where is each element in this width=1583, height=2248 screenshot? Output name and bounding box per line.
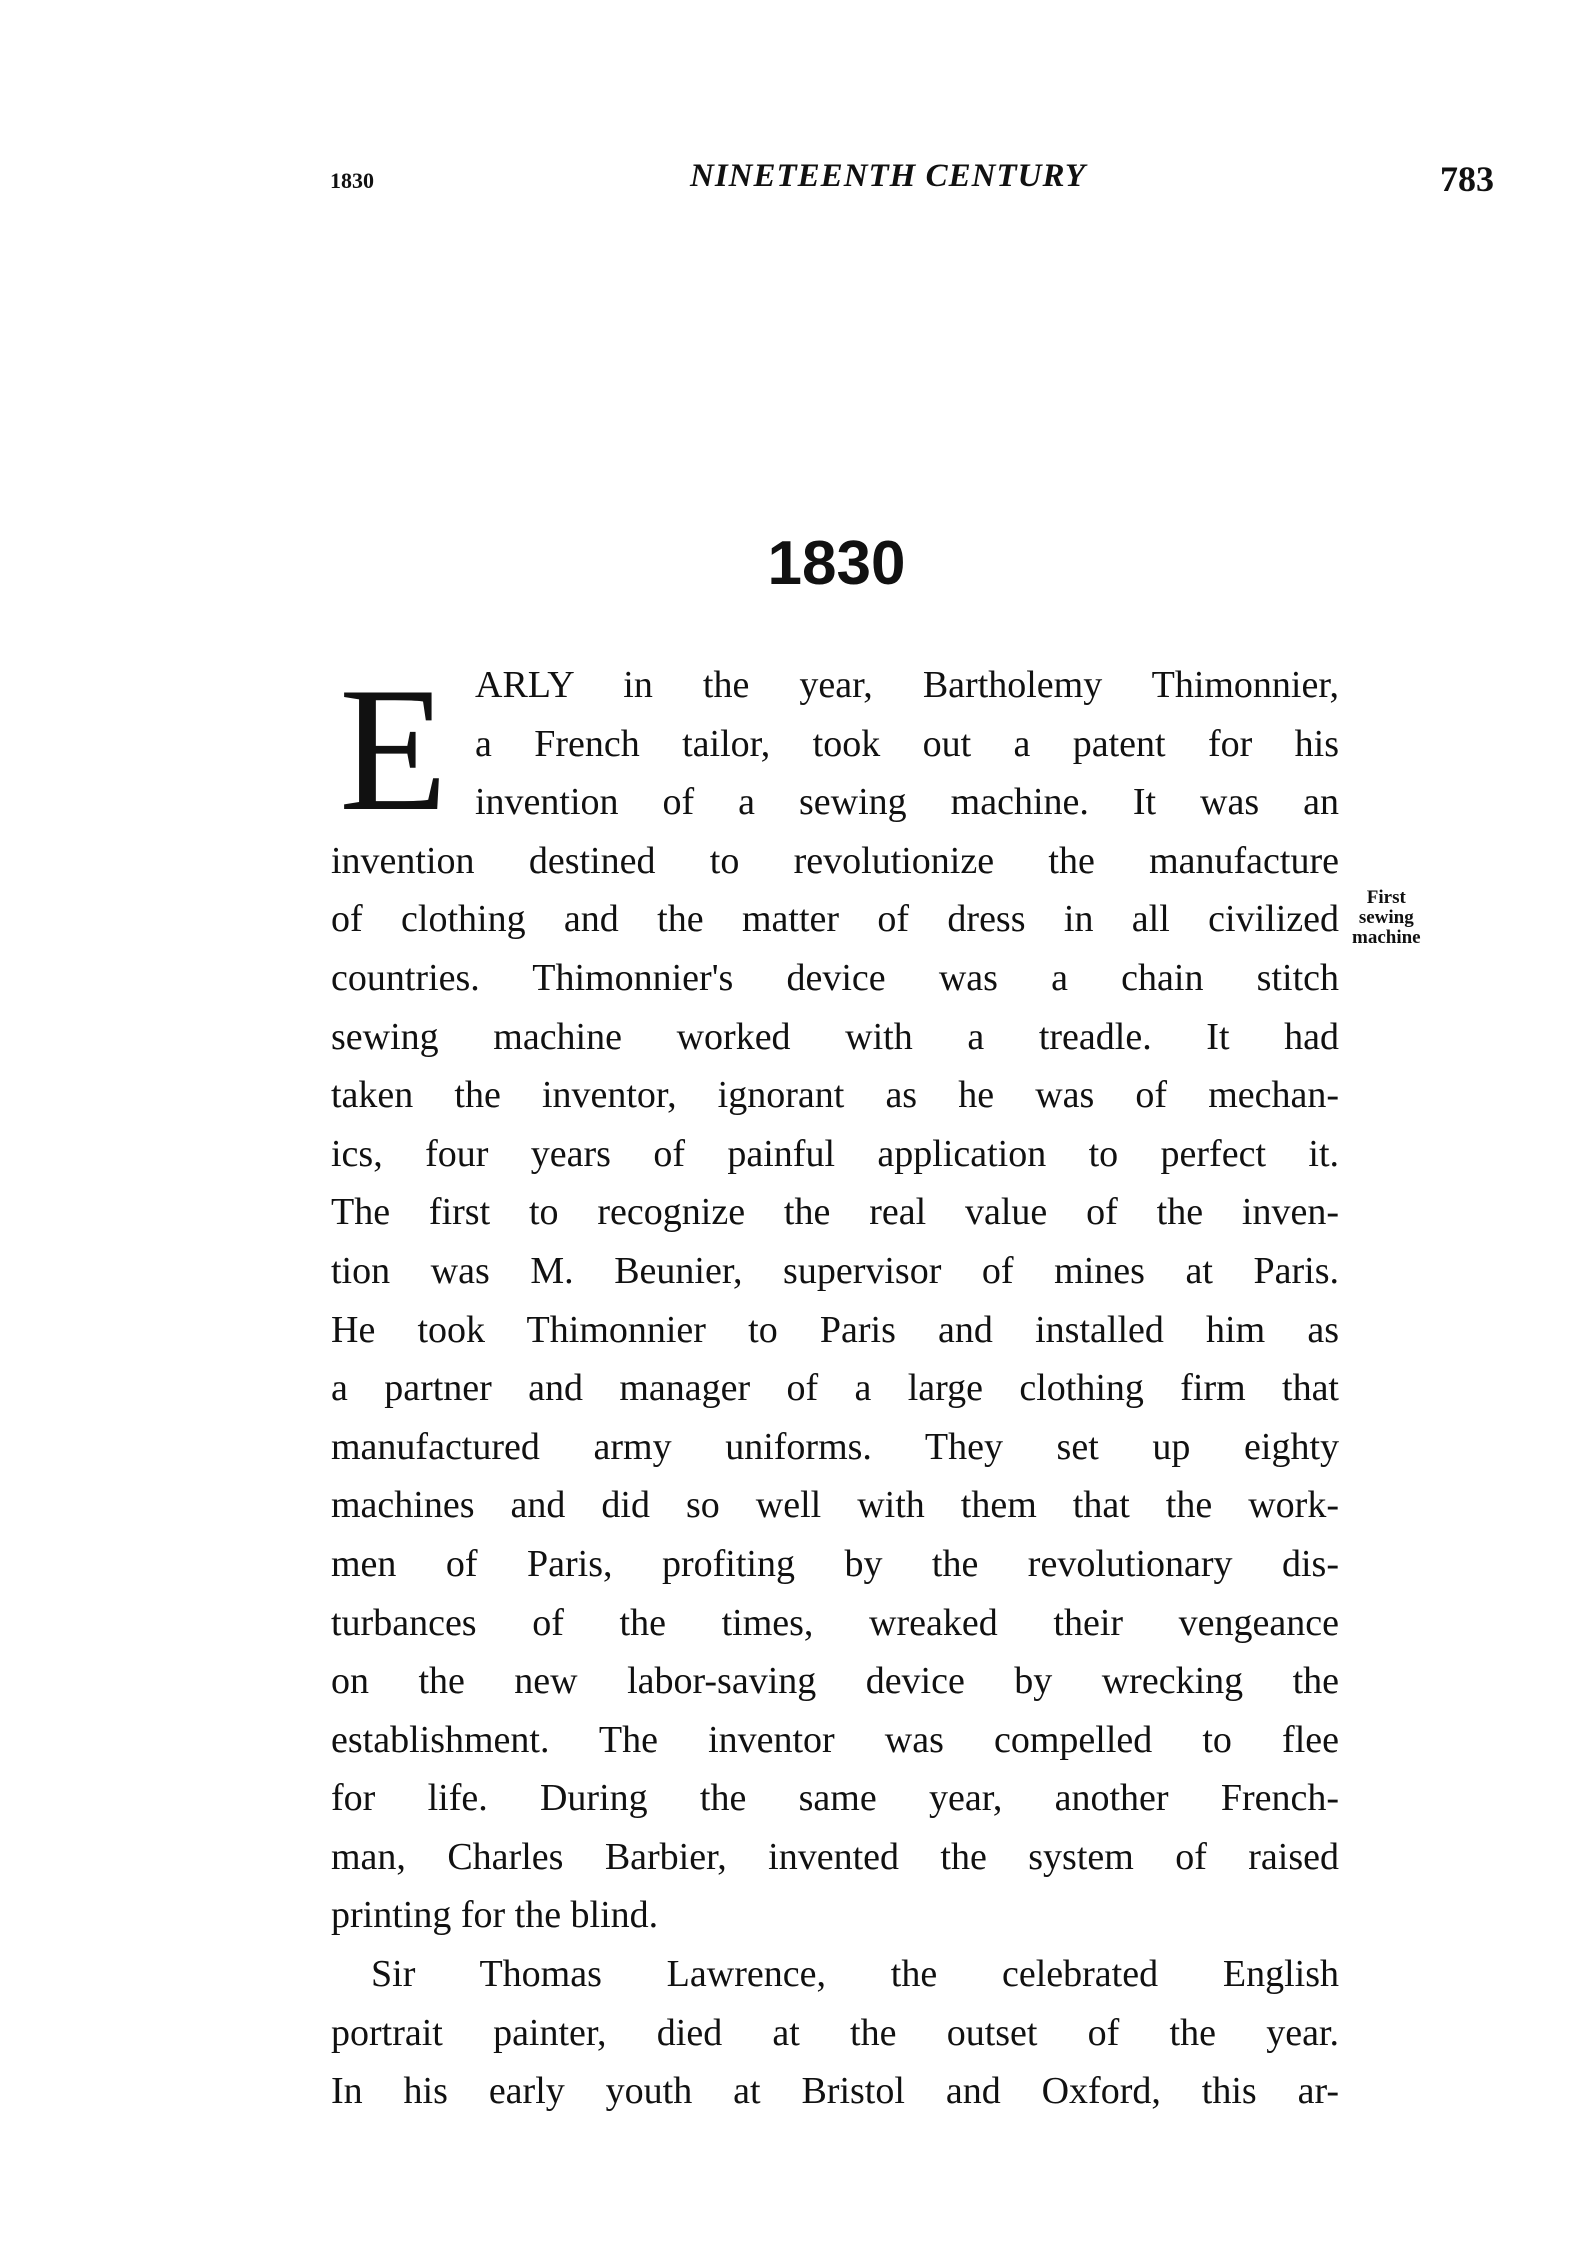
text-line <box>331 1828 1339 1887</box>
text-line-content: a partner and manager of a large clothing firm that <box>331 1367 1339 1410</box>
text-line-content: tion was M. Beunier, supervisor of mines at Paris. <box>331 1249 1339 1292</box>
text-line <box>331 1476 1339 1535</box>
text-line <box>331 1886 1339 1945</box>
text-line <box>331 1418 1339 1477</box>
running-head-year: 1830 <box>330 168 374 193</box>
text-line-content: invention destined to revolutionize the manufacture <box>331 839 1339 882</box>
text-line-content: The first to recognize the real value of the inven- <box>331 1191 1339 1234</box>
text-line <box>331 656 1339 715</box>
text-line-content: printing for the blind. <box>331 1894 659 1937</box>
text-line <box>331 1125 1339 1184</box>
text-line-content: ics, four years of painful application to perfect it. <box>331 1132 1339 1175</box>
text-line <box>331 1535 1339 1594</box>
margin-note-line: First <box>1366 887 1406 908</box>
running-head-title: NINETEENTH CENTURY <box>690 158 1087 194</box>
text-line <box>331 2004 1339 2063</box>
text-line-content: men of Paris, profiting by the revolutionary dis- <box>331 1542 1339 1585</box>
text-line-content: machines and did so well with them that the work- <box>331 1484 1339 1527</box>
text-line <box>331 1008 1339 1067</box>
text-line <box>331 773 1339 832</box>
text-line-content: He took Thimonnier to Paris and installed him as <box>331 1308 1339 1351</box>
margin-note-line: sewing <box>1358 907 1414 928</box>
text-line <box>331 1359 1339 1418</box>
text-line-content: Sir Thomas Lawrence, the celebrated English <box>371 1953 1339 1996</box>
text-line-content: of clothing and the matter of dress in all civilized <box>331 898 1339 941</box>
text-line <box>331 832 1339 891</box>
text-line-content: sewing machine worked with a treadle. It had <box>331 1015 1339 1058</box>
text-line <box>331 1945 1339 2004</box>
text-line-content: In his early youth at Bristol and Oxford, this ar- <box>331 2070 1339 2113</box>
text-line <box>331 1066 1339 1125</box>
text-line <box>331 1652 1339 1711</box>
text-line-content: a French tailor, took out a patent for his <box>475 722 1339 765</box>
text-line-content: turbances of the times, wreaked their vengeance <box>331 1601 1339 1644</box>
text-line-content: man, Charles Barbier, invented the system of raised <box>331 1835 1339 1878</box>
page-number: 783 <box>1440 159 1494 199</box>
text-line <box>331 1242 1339 1301</box>
text-line-content: ARLY in the year, Bartholemy Thimonnier, <box>475 664 1339 706</box>
drop-cap: E <box>339 650 448 848</box>
text-line <box>331 2062 1339 2121</box>
body-text <box>331 650 1339 2121</box>
text-line <box>331 1594 1339 1653</box>
text-line-content: countries. Thimonnier's device was a chain stitch <box>331 956 1339 999</box>
text-line <box>331 715 1339 774</box>
margin-note-line: machine <box>1352 927 1421 948</box>
text-line <box>331 1711 1339 1770</box>
text-line-content: manufactured army uniforms. They set up eighty <box>331 1425 1339 1468</box>
text-line-content: for life. During the same year, another French- <box>331 1777 1339 1820</box>
text-line-content: on the new labor-saving device by wrecking the <box>331 1660 1339 1703</box>
text-line <box>331 1769 1339 1828</box>
text-line <box>331 1183 1339 1242</box>
margin-note <box>1352 888 1421 948</box>
text-line <box>331 1301 1339 1360</box>
section-title: 1830 <box>767 529 906 598</box>
text-line-content: invention of a sewing machine. It was an <box>475 781 1339 824</box>
text-line <box>331 890 1339 949</box>
text-line-content: establishment. The inventor was compelled to flee <box>331 1718 1339 1761</box>
text-line-content: portrait painter, died at the outset of the year. <box>331 2011 1339 2054</box>
text-line <box>331 949 1339 1008</box>
text-line-content: taken the inventor, ignorant as he was of mechan- <box>331 1074 1339 1117</box>
